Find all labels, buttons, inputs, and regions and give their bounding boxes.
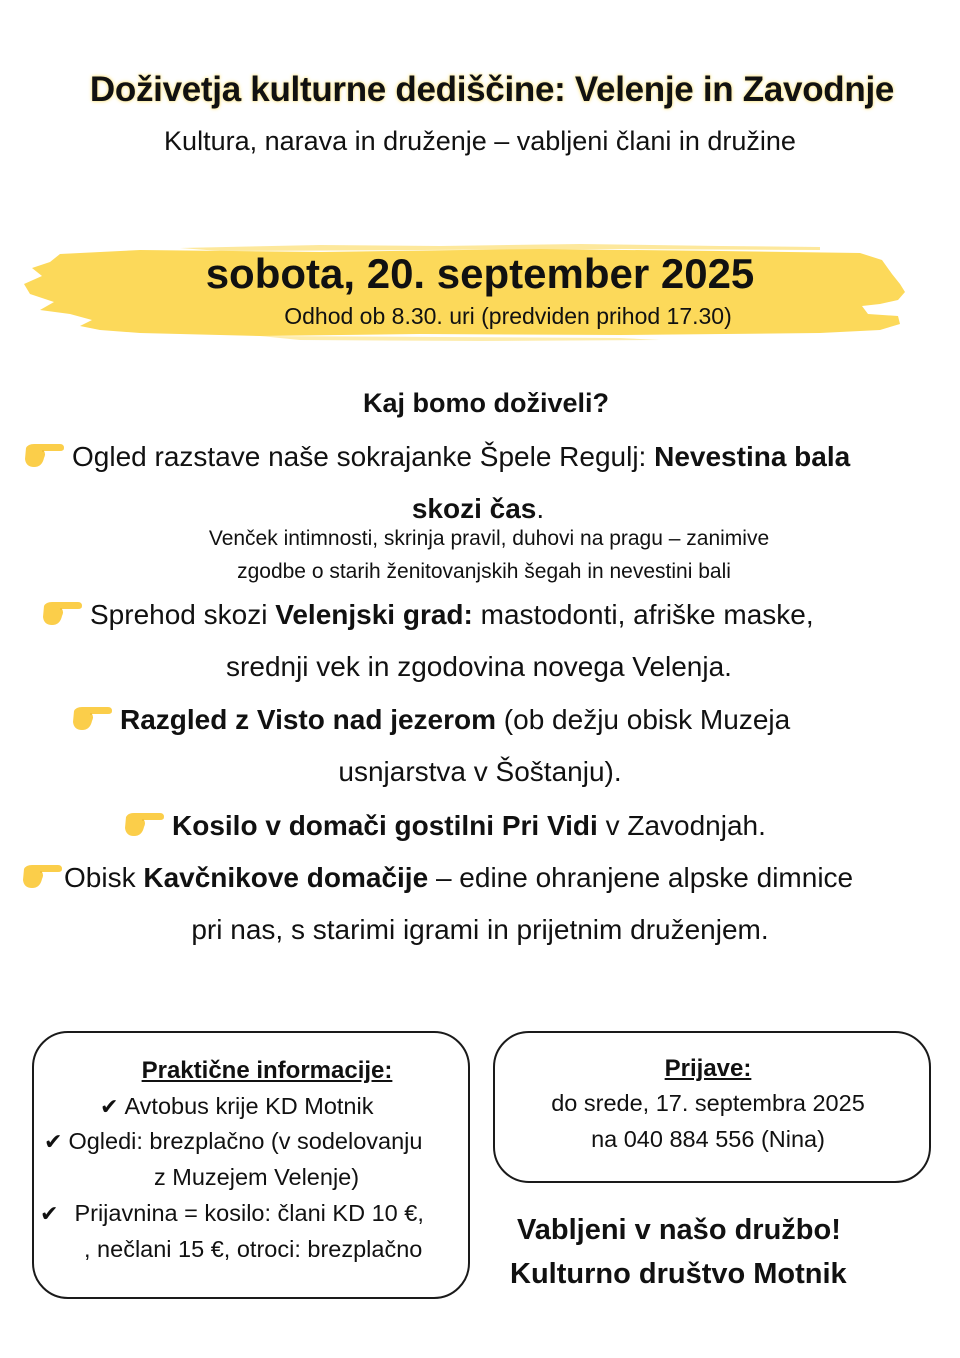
- check-icon: ✔: [44, 1129, 63, 1154]
- program-item-viewpoint-line2: usnjarstva v Šoštanju).: [338, 756, 622, 787]
- practical-info-box: [32, 1031, 470, 1299]
- check-icon: ✔: [100, 1094, 119, 1119]
- item-bold-text: Kavčnikove domačije: [143, 862, 429, 893]
- item-text: .: [536, 493, 545, 524]
- item-bold-text: skozi čas: [411, 493, 537, 524]
- item-text: Sprehod skozi: [90, 599, 276, 630]
- pointing-hand-icon: [40, 598, 84, 628]
- program-item-castle-line2: srednji vek in zgodovina novega Velenja.: [226, 651, 732, 682]
- program-item-exhibition: [22, 440, 850, 473]
- info-item: [44, 1128, 422, 1155]
- program-item-homestead-line2: pri nas, s starimi igrami in prijetnim druženjem.: [191, 914, 769, 945]
- item-text: mastodonti, afriške maske,: [472, 599, 814, 630]
- closing-invitation: Vabljeni v našo družbo!: [517, 1214, 841, 1246]
- pointing-hand-icon: [122, 809, 166, 839]
- item-bold-text: Kosilo v domači gostilni Pri Vidi: [172, 810, 598, 841]
- practical-info-heading: Praktične informacije:: [141, 1057, 393, 1084]
- info-item-text: Ogledi: brezplačno (v sodelovanju: [68, 1128, 423, 1154]
- info-item-text: Prijavnina = kosilo: člani KD 10 €,: [74, 1200, 424, 1226]
- event-date: sobota, 20. september 2025: [205, 250, 755, 297]
- departure-time: Odhod ob 8.30. uri (predviden prihod 17.30): [284, 303, 732, 329]
- pointing-hand-icon: [70, 703, 114, 733]
- item-text: Ogled razstave naše sokrajanke Špele Regulj:: [72, 441, 655, 472]
- registration-phone: na 040 884 556 (Nina): [591, 1126, 825, 1152]
- registration-deadline: do srede, 17. septembra 2025: [551, 1090, 865, 1116]
- page-title: Doživetja kulturne dediščine: Velenje in Zavodnje: [89, 70, 895, 109]
- program-heading: Kaj bomo doživeli?: [362, 388, 610, 418]
- item-text: – edine ohranjene alpske dimnice: [428, 862, 854, 893]
- program-item-lunch: [122, 809, 766, 842]
- info-item-continuation: z Muzejem Velenje): [154, 1164, 360, 1190]
- item-bold-text: Velenjski grad:: [275, 599, 473, 630]
- item-text: Obisk: [64, 862, 144, 893]
- registration-box: [493, 1031, 931, 1183]
- info-item-continuation: , nečlani 15 €, otroci: brezplačno: [84, 1236, 423, 1262]
- exhibition-note-line2: zgodbe o starih ženitovanjskih šegah in nevestini bali: [237, 560, 731, 583]
- program-item-viewpoint: [70, 703, 790, 736]
- check-icon: ✔: [40, 1201, 59, 1226]
- program-item-exhibition-line2: [0, 493, 956, 525]
- item-text: (ob dežju obisk Muzeja: [496, 704, 791, 735]
- registration-heading: Prijave:: [664, 1055, 752, 1082]
- program-item-castle: [40, 598, 814, 631]
- pointing-hand-icon: [22, 440, 66, 470]
- info-item-text: Avtobus krije KD Motnik: [124, 1093, 374, 1119]
- item-bold-text: Nevestina bala: [654, 441, 851, 472]
- program-item-homestead: [20, 861, 853, 894]
- item-bold-text: Razgled z Visto nad jezerom: [120, 704, 497, 735]
- info-item: [100, 1093, 373, 1120]
- info-item: [40, 1200, 424, 1227]
- pointing-hand-icon: [20, 861, 64, 891]
- item-text: v Zavodnjah.: [597, 810, 766, 841]
- page-subtitle: Kultura, narava in druženje – vabljeni člani in družine: [164, 126, 796, 156]
- closing-organization: Kulturno društvo Motnik: [510, 1258, 847, 1290]
- exhibition-note-line1: Venček intimnosti, skrinja pravil, duhovi na pragu – zanimive: [208, 527, 770, 550]
